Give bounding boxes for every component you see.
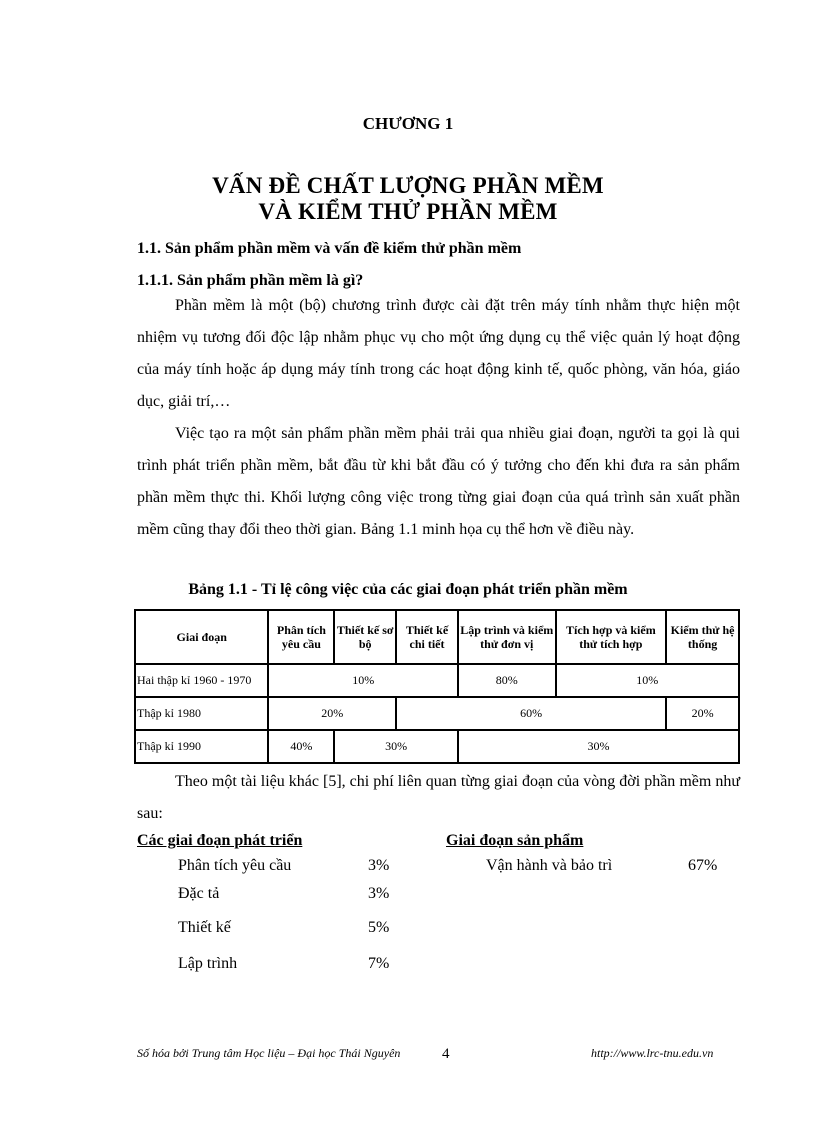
row-label: Thập kỉ 1990 (135, 730, 268, 763)
product-phase-title: Giai đoạn sản phẩm (446, 832, 584, 849)
table-caption: Bảng 1.1 - Tỉ lệ công việc của các giai đoạn phát triển phần mềm (188, 581, 628, 598)
header-requirements: Phân tích yêu cầu (268, 610, 334, 664)
table-cell: 60% (396, 697, 666, 730)
dev-item-name: Phân tích yêu cầu (178, 857, 292, 874)
dev-phases-title: Các giai đoạn phát triển (137, 832, 303, 849)
table-cell: 80% (458, 664, 556, 697)
table-row (135, 730, 739, 763)
table-cell: 10% (556, 664, 739, 697)
page-number: 4 (442, 1046, 450, 1062)
table-cell: 30% (458, 730, 739, 763)
paragraph-3-text: Theo một tài liệu khác [5], chi phí liên quan từng giai đoạn của vòng đời phần mềm như sau: (137, 773, 740, 822)
product-item-name: Vận hành và bảo trì (486, 857, 613, 874)
header-integration-test: Tích hợp và kiểm thử tích hợp (556, 610, 667, 664)
work-ratio-table (134, 609, 740, 764)
footer-source: Số hóa bởi Trung tâm Học liệu – Đại học Thái Nguyên (137, 1046, 401, 1060)
header-system-test: Kiểm thử hệ thống (666, 610, 739, 664)
header-coding-unit-test: Lập trình và kiểm thử đơn vị (458, 610, 556, 664)
chapter-title-line-1: VẤN ĐỀ CHẤT LƯỢNG PHẦN MỀM (212, 173, 604, 198)
dev-item-name: Thiết kế (178, 919, 231, 936)
row-label: Hai thập kỉ 1960 - 1970 (135, 664, 268, 697)
footer-url: http://www.lrc-tnu.edu.vn (591, 1046, 714, 1060)
dev-item-name: Đặc tả (178, 885, 220, 902)
dev-item-value: 7% (368, 955, 390, 972)
header-detailed-design: Thiết kế chi tiết (396, 610, 458, 664)
header-preliminary-design: Thiết kế sơ bộ (334, 610, 396, 664)
table-cell: 30% (334, 730, 458, 763)
paragraph-1 (137, 290, 740, 418)
header-stage: Giai đoạn (135, 610, 268, 664)
paragraph-2 (137, 418, 740, 546)
row-label: Thập kỉ 1980 (135, 697, 268, 730)
table-cell: 10% (268, 664, 457, 697)
table-cell: 40% (268, 730, 334, 763)
paragraph-3 (137, 766, 740, 830)
chapter-label: CHƯƠNG 1 (362, 114, 454, 133)
product-item-value: 67% (688, 857, 718, 874)
section-heading-1-1: 1.1. Sản phẩm phần mềm và vấn đề kiểm thử phần mềm (137, 240, 522, 257)
table-row (135, 697, 739, 730)
dev-item-value: 3% (368, 885, 390, 902)
table-row (135, 664, 739, 697)
paragraph-1-text: Phần mềm là một (bộ) chương trình được cài đặt trên máy tính nhằm thực hiện một nhiệm vụ tương đối độc lập nhằm phục vụ cho một ứng dụng cụ thể việc quản lý hoạt động của máy tính hoặc áp dụng máy tính trong các hoạt động kinh tế, quốc phòng, văn hóa, giáo dục, giải trí,… (137, 297, 740, 410)
section-heading-1-1-1: 1.1.1. Sản phẩm phần mềm là gì? (137, 272, 364, 289)
paragraph-2-text: Việc tạo ra một sản phẩm phần mềm phải trải qua nhiều giai đoạn, người ta gọi là qui trình phát triển phần mềm, bắt đầu từ khi bắt đầu có ý tưởng cho đến khi đưa ra sản phẩm phần mềm thực thi. Khối lượng công việc trong từng giai đoạn của quá trình sản xuất phần mềm cũng thay đổi theo thời gian. Bảng 1.1 minh họa cụ thể hơn về điều này. (137, 425, 740, 538)
chapter-title-line-2: VÀ KIỂM THỬ PHẦN MỀM (258, 199, 558, 224)
dev-item-value: 3% (368, 857, 390, 874)
table-cell: 20% (666, 697, 739, 730)
table-cell: 20% (268, 697, 396, 730)
dev-item-value: 5% (368, 919, 390, 936)
table-header-row (135, 610, 739, 664)
dev-item-name: Lập trình (178, 955, 238, 972)
